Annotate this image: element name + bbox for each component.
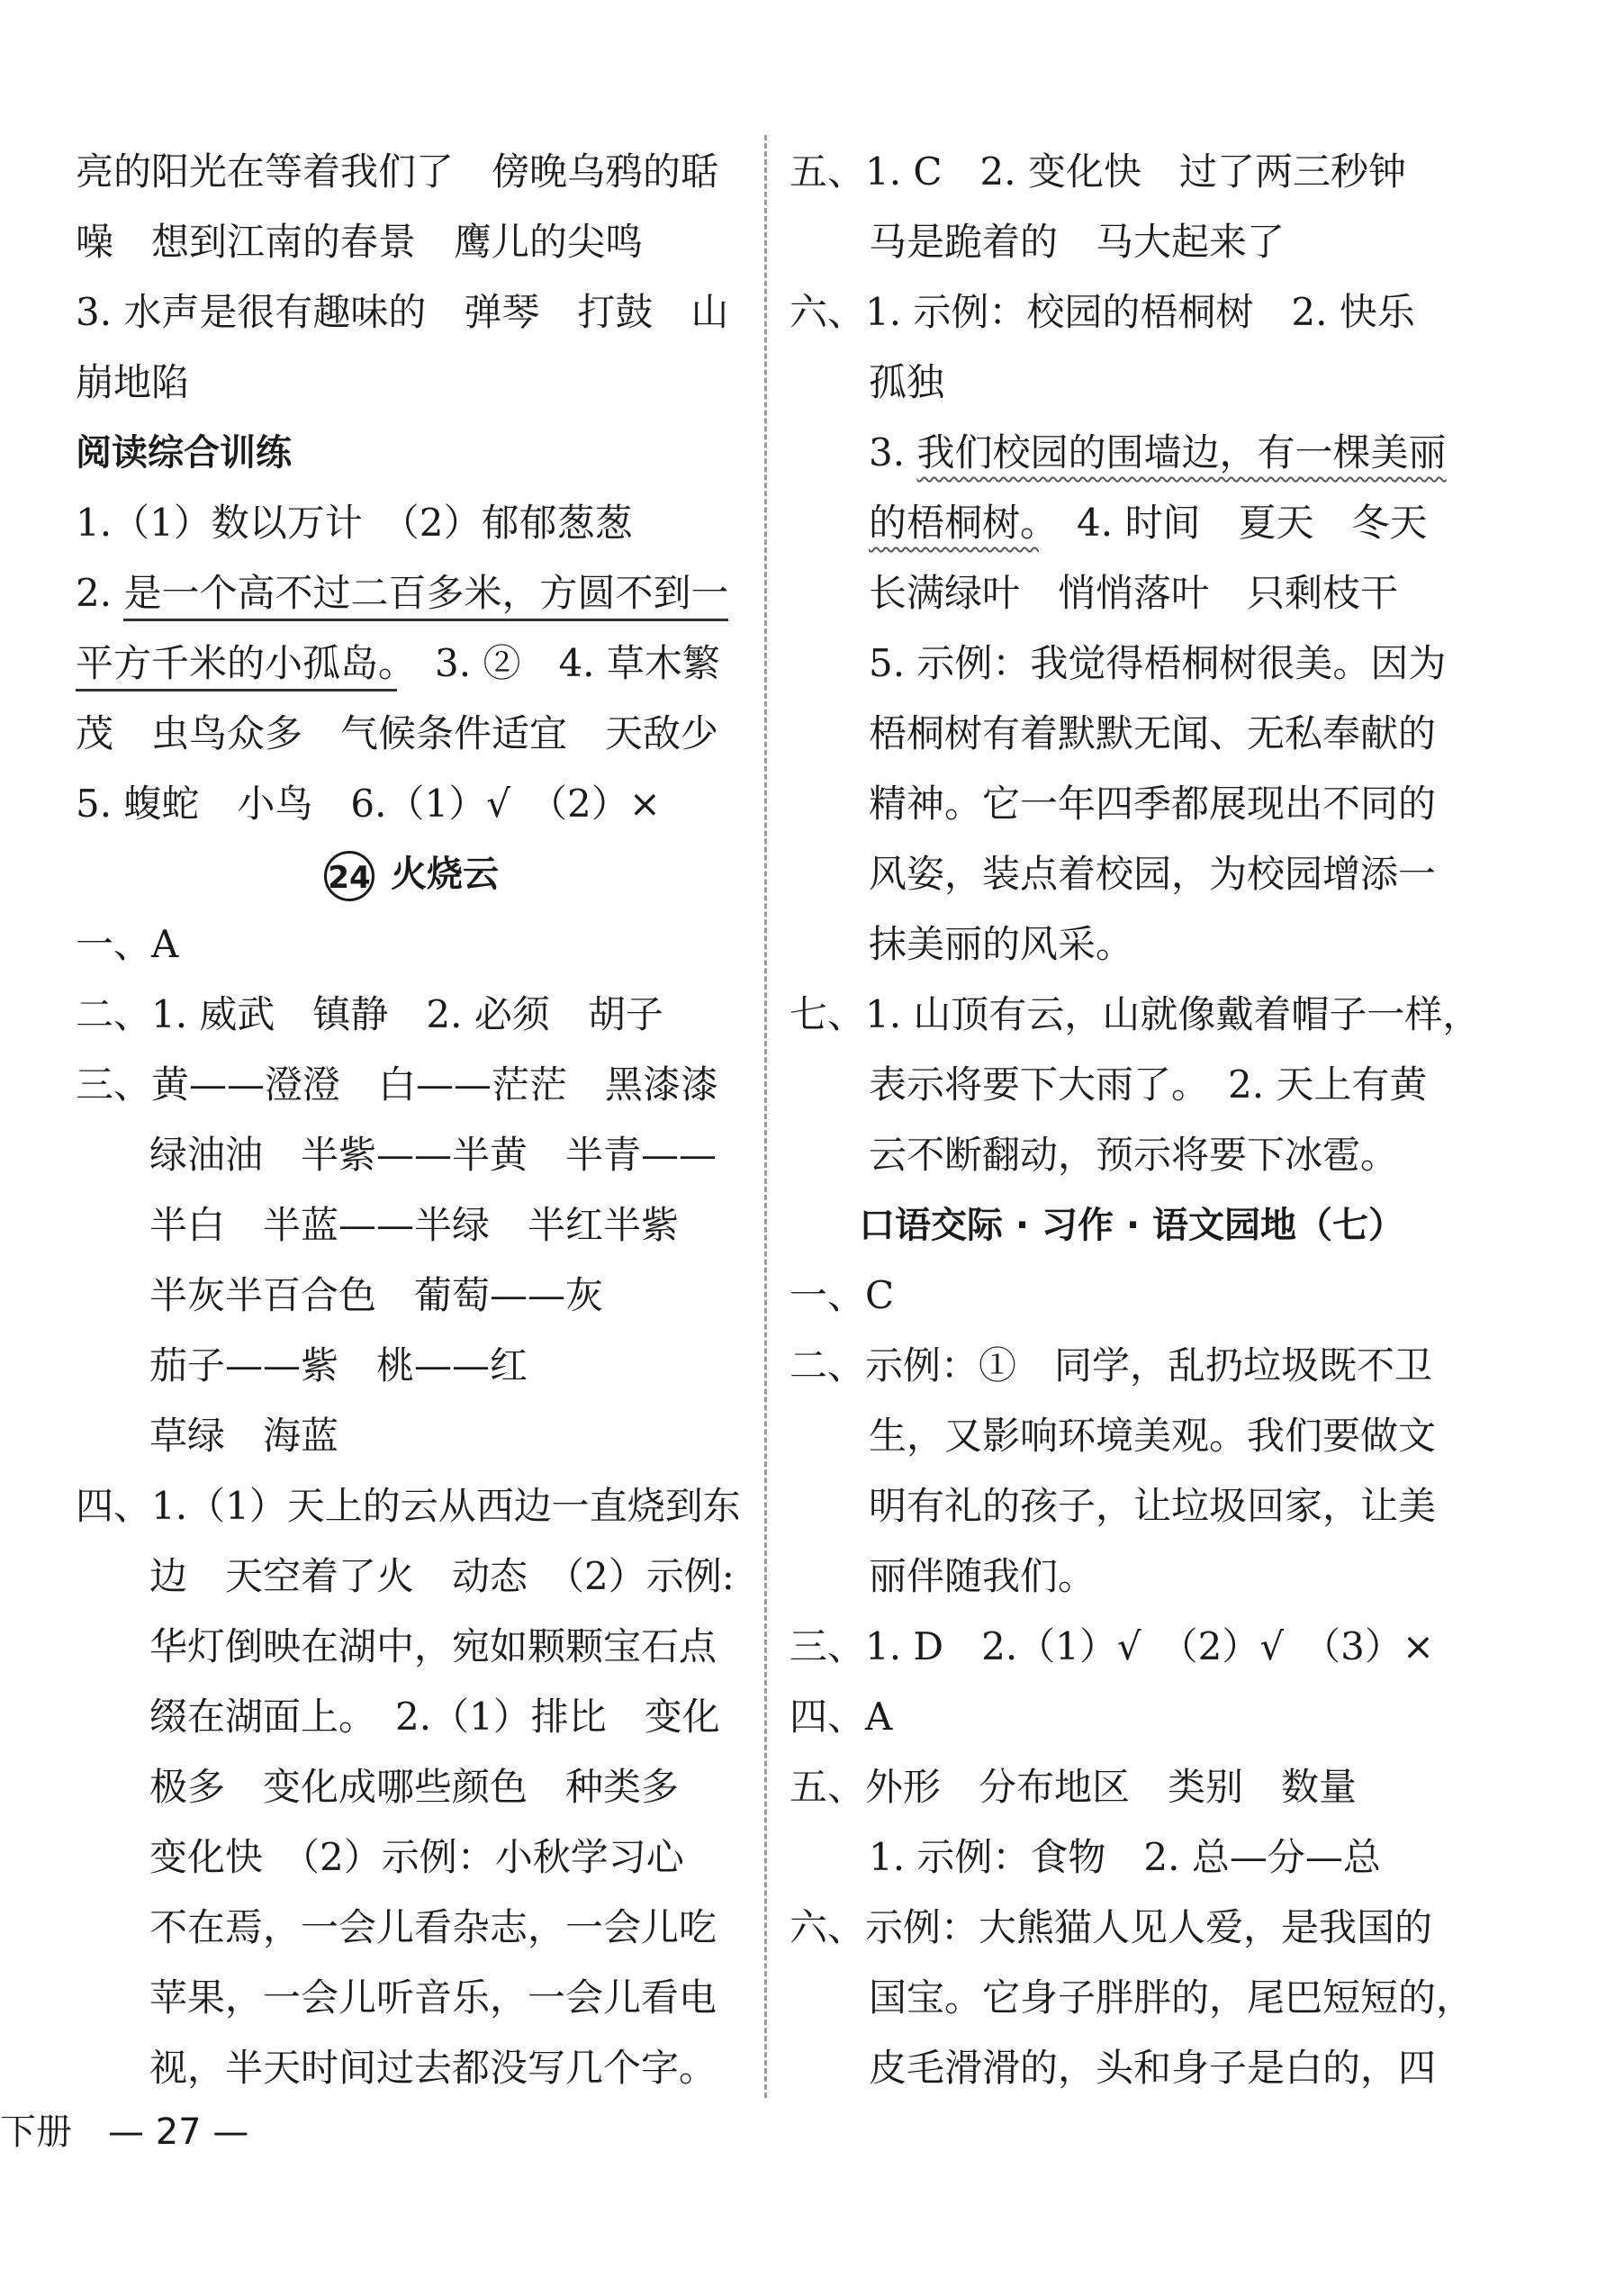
page-footer: 下册 — 27 — xyxy=(0,2111,249,2153)
text-line: 一、C xyxy=(789,1273,895,1317)
text-line: 六、1. 示例：校园的梧桐树 2. 快乐 xyxy=(789,290,1415,334)
text-line: 国宝。它身子胖胖的，尾巴短短的， xyxy=(869,1975,1475,2020)
text-line: 云不断翻动，预示将要下冰雹。 xyxy=(869,1133,1399,1177)
text-line: 3. 水声是很有趣味的 弹琴 打鼓 山 xyxy=(76,290,729,334)
wavy-underlined-answer: 的梧桐树。 xyxy=(869,501,1040,545)
text-line: 四、1.（1）天上的云从西边一直烧到东 xyxy=(76,1484,741,1528)
text-line: 绿油油 半紫——半黄 半青—— xyxy=(149,1133,717,1177)
text-line: 丽伴随我们。 xyxy=(869,1554,1096,1598)
item-number: 3. xyxy=(869,430,917,475)
text-line: 精神。它一年四季都展现出不同的 xyxy=(869,782,1437,826)
lesson-title-text: 火烧云 xyxy=(391,854,499,895)
text-line: 生，又影响环境美观。我们要做文 xyxy=(869,1414,1437,1458)
text-line: 茂 虫鸟众多 气候条件适宜 天敌少 xyxy=(76,711,719,755)
text-line: 二、1. 威武 镇静 2. 必须 胡子 xyxy=(76,992,663,1036)
text-line: 二、示例：① 同学，乱扔垃圾既不卫 xyxy=(789,1343,1433,1388)
text-segment: 4. 时间 夏天 冬天 xyxy=(1039,501,1428,545)
text-line: 缀在湖面上。 2.（1）排比 变化 xyxy=(149,1695,720,1739)
text-line: 半白 半蓝——半绿 半红半紫 xyxy=(149,1203,680,1247)
text-line: 1.（1）数以万计 （2）郁郁葱葱 xyxy=(76,501,633,545)
text-line xyxy=(789,488,1474,558)
section-heading: 口语交际 · 习作 · 语文园地（七） xyxy=(858,1205,1405,1246)
section-heading: 阅读综合训练 xyxy=(76,432,292,474)
text-line: 1. 示例：食物 2. 总—分—总 xyxy=(869,1835,1381,1879)
text-line: 明有礼的孩子，让垃圾回家，让美 xyxy=(869,1484,1437,1528)
text-line: 茄子——紫 桃——红 xyxy=(149,1343,528,1388)
text-line xyxy=(76,558,747,628)
underlined-answer: 平方千米的小孤岛。 xyxy=(76,641,397,692)
text-line: 草绿 海蓝 xyxy=(149,1414,339,1458)
text-line: 四、A xyxy=(789,1695,893,1739)
text-line: 极多 变化成哪些颜色 种类多 xyxy=(149,1765,680,1809)
text-line: 变化快 （2）示例：小秋学习心 xyxy=(149,1835,684,1879)
text-line: 视，半天时间过去都没写几个字。 xyxy=(149,2046,717,2090)
column-divider xyxy=(764,135,767,2098)
text-line: 5. 示例：我觉得梧桐树很美。因为 xyxy=(869,641,1447,685)
text-line: 三、黄——澄澄 白——茫茫 黑漆漆 xyxy=(76,1062,719,1107)
text-line: 不在焉，一会儿看杂志，一会儿吃 xyxy=(149,1905,717,1949)
text-line: 孤独 xyxy=(869,360,945,404)
text-line: 五、外形 分布地区 类别 数量 xyxy=(789,1765,1358,1809)
text-line: 半灰半百合色 葡萄——灰 xyxy=(149,1273,604,1317)
text-line: 表示将要下大雨了。 2. 天上有黄 xyxy=(869,1062,1428,1107)
item-number: 2. xyxy=(76,571,124,615)
text-line: 五、1. C 2. 变化快 过了两三秒钟 xyxy=(789,149,1406,194)
right-column xyxy=(789,137,1481,2103)
text-line: 5. 蝮蛇 小鸟 6.（1）√ （2）× xyxy=(76,782,661,826)
text-line: 亮的阳光在等着我们了 傍晚乌鸦的聒 xyxy=(76,149,719,194)
text-line: 崩地陷 xyxy=(76,360,190,404)
text-line: 抹美丽的风采。 xyxy=(869,922,1134,966)
text-line: 六、示例：大熊猫人见人爱，是我国的 xyxy=(789,1905,1433,1949)
text-line: 苹果，一会儿听音乐，一会儿看电 xyxy=(149,1975,717,2020)
text-line: 噪 想到江南的春景 鹰儿的尖鸣 xyxy=(76,220,644,264)
text-line xyxy=(789,418,1474,488)
wavy-underlined-answer: 我们校园的围墙边，有一棵美丽 xyxy=(916,430,1447,475)
text-line: 一、A xyxy=(76,922,179,966)
text-line: 马是跪着的 马大起来了 xyxy=(869,220,1286,264)
left-column xyxy=(76,137,747,2103)
lesson-number-badge: 24 xyxy=(324,851,374,901)
text-line: 华灯倒映在湖中，宛如颗颗宝石点 xyxy=(149,1624,717,1668)
underlined-answer: 是一个高不过二百多米，方圆不到一 xyxy=(123,571,728,621)
text-line: 梧桐树有着默默无闻、无私奉献的 xyxy=(869,711,1437,755)
text-line: 三、1. D 2.（1）√ （2）√ （3）× xyxy=(789,1624,1435,1668)
text-line: 边 天空着了火 动态 （2）示例: xyxy=(149,1554,735,1598)
text-line: 风姿，装点着校园，为校园增添一 xyxy=(869,852,1437,896)
text-line: 皮毛滑滑的，头和身子是白的，四 xyxy=(869,2046,1437,2090)
text-segment: 3. ② 4. 草木繁 xyxy=(397,641,720,685)
text-line xyxy=(76,628,747,699)
lesson-title xyxy=(76,839,747,909)
text-line: 长满绿叶 悄悄落叶 只剩枝干 xyxy=(869,571,1399,615)
text-line: 七、1. 山顶有云，山就像戴着帽子一样， xyxy=(789,992,1481,1036)
